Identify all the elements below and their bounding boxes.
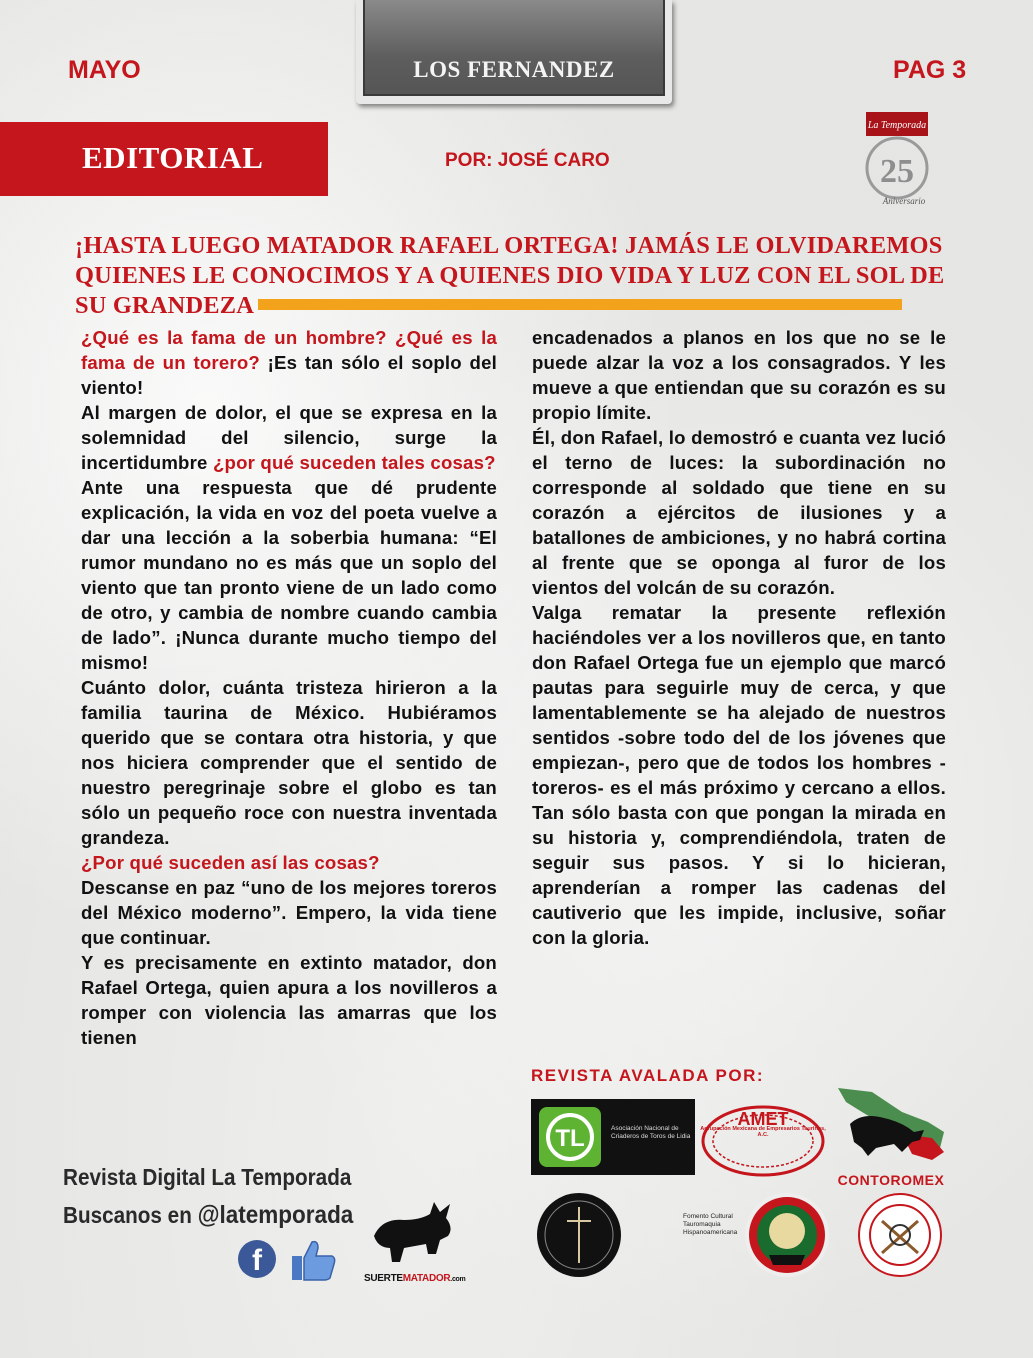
headline-rule <box>258 299 902 310</box>
paragraph-text: ¡Es tan sólo el soplo del viento! <box>81 352 497 398</box>
contoromex-text <box>832 1172 950 1188</box>
suerte-matador-text <box>364 1273 466 1284</box>
section-tab <box>356 0 672 104</box>
promo-prefix: Buscanos en <box>63 1202 198 1228</box>
promo-title: Revista Digital La Temporada <box>63 1164 352 1190</box>
anc-text: Asociación Nacional de Criaderos de Toros de Lidia <box>611 1125 691 1140</box>
asociacion-matadores-logo <box>537 1193 621 1277</box>
paragraph: Él, don Rafael, lo demostró e cuanta vez lució el terno de luces: la subordinación no corresponde al soldado que tiene en su corazón a ejércitos de ilusiones y a batallones de ambiciones, y no habrá cortina al frente que se oponga al furor de los vientos del volcán de su corazón. <box>532 427 946 598</box>
suerte-text-c: .com <box>450 1276 466 1283</box>
paragraph: Cuánto dolor, cuánta tristeza hirieron a la familia taurina de México. Hubiéramos querido que se contara otra historia, y que nos hiciera comprender que el sentido de nuestro peregrinaje sobre el globo es tan sólo un pequeño roce con nuestra inventada grandeza. <box>81 677 497 848</box>
asociacion-picadores-logo <box>858 1193 942 1277</box>
contoromex-text-b: MEX <box>912 1172 945 1188</box>
anniversary-logo <box>858 110 938 210</box>
suerte-text-a: SUERTE <box>364 1273 403 1284</box>
crossed-swords-icon <box>537 1193 621 1277</box>
paragraph: Y es precisamente en extinto matador, don Rafael Ortega, quien apura a los novilleros a romper con violencia las amarras que los tienen <box>81 952 497 1048</box>
paragraph-text: Al margen de dolor, el que se expresa en la solemnidad del silencio, surge la incertidumbre <box>81 402 497 473</box>
picadores-emblem-icon <box>860 1195 940 1275</box>
paragraph: Valga rematar la presente reflexión haciéndoles ver a los novilleros que, en tanto don Rafael Ortega fue un ejemplo que marcó pautas para seguirle muy de cerca, y que lamentablemente se ha alejado de nuestros sentidos -sobre todo del de los jóvenes que empiezan-, pero que de todos los hombres -toreros- es el más próximo y cercano a ellos. Tan sólo basta con que pongan la mirada en su historia y, comprendiéndola, traten de seguir sus pasos. Y si lo hicieran, aprenderían a romper las cadenas del cautiverio que les impide, inclusive, soñar con la gloria. <box>532 602 946 948</box>
section-title: EDITORIAL <box>82 140 264 175</box>
amet-name: AMET <box>737 1109 789 1129</box>
highlighted-question: ¿por qué suceden tales cosas? <box>212 452 496 473</box>
charro-emblem-logo <box>745 1193 829 1277</box>
section-tab-label: LOS FERNANDEZ <box>413 57 615 82</box>
paragraph: encadenados a planos en los que no se le puede alzar la voz a los consagrados. Y les mueve a que entiendan que su corazón es su propio límite. <box>532 327 946 423</box>
fomento-cultural-logo <box>653 1193 737 1277</box>
paragraph: Ante una respuesta que dé prudente explicación, la vida en voz del poeta vuelve a dar una lección a la soberbia humana: “El rumor mundano no es más que un soplo del viento que tan pronto viene de un lado como de otro, y cambia de nombre cuando cambia de lado”. ¡Nunca durante mucho tiempo del mismo! <box>81 477 497 673</box>
suerte-text-b: MATADOR <box>402 1273 451 1284</box>
amet-logo <box>698 1099 828 1179</box>
sponsors-label: REVISTA AVALADA POR: <box>531 1066 765 1085</box>
issue-month: MAYO <box>68 56 141 84</box>
thumbs-up-icon[interactable] <box>290 1238 338 1282</box>
article-column-1 <box>81 325 497 1050</box>
anc-logo <box>531 1099 695 1175</box>
promo-social <box>63 1201 353 1230</box>
contoromex-text-a: CONTORO <box>837 1172 913 1188</box>
fomento-text: Fomento Cultural Tauromaquia Hispanoamericana <box>683 1213 738 1236</box>
highlighted-question: ¿Qué es la fama de un hombre? ¿Qué es la fama de un torero? <box>81 327 497 373</box>
article-headline <box>75 231 965 321</box>
byline: POR: JOSÉ CARO <box>445 150 610 171</box>
facebook-icon[interactable]: f <box>238 1240 276 1278</box>
anniversary-number: 25 <box>880 153 914 190</box>
social-handle[interactable]: @latemporada <box>197 1201 354 1229</box>
contoromex-logo <box>832 1082 950 1188</box>
page-number: PAG 3 <box>893 56 967 84</box>
paragraph <box>81 400 497 475</box>
anniversary-word: Aniversario <box>882 196 926 206</box>
anc-emblem-icon <box>531 1099 609 1175</box>
highlighted-question: ¿Por qué suceden así las cosas? <box>81 852 380 873</box>
amet-emblem-icon <box>698 1099 828 1179</box>
anniversary-brand: La Temporada <box>867 120 927 131</box>
bull-icon <box>364 1196 458 1270</box>
article-column-2 <box>532 325 946 950</box>
bull-map-icon <box>832 1082 950 1170</box>
section-banner <box>0 122 328 196</box>
suerte-matador-logo <box>364 1196 466 1284</box>
amet-text: Agrupación Mexicana de Empresarios Taurinos, A.C. <box>700 1126 826 1138</box>
paragraph <box>81 325 497 400</box>
charro-emblem-icon <box>745 1193 829 1277</box>
svg-text:TL: TL <box>555 1125 585 1152</box>
headline-text: ¡HASTA LUEGO MATADOR RAFAEL ORTEGA! JAMÁS LE OLVIDAREMOS QUIENES LE CONOCIMOS Y A QUIENES DIO VIDA Y LUZ CON EL SOL DE SU GRANDEZA <box>75 232 945 319</box>
paragraph: Descanse en paz “uno de los mejores toreros del México moderno”. Empero, la vida tiene que continuar. <box>81 877 497 948</box>
